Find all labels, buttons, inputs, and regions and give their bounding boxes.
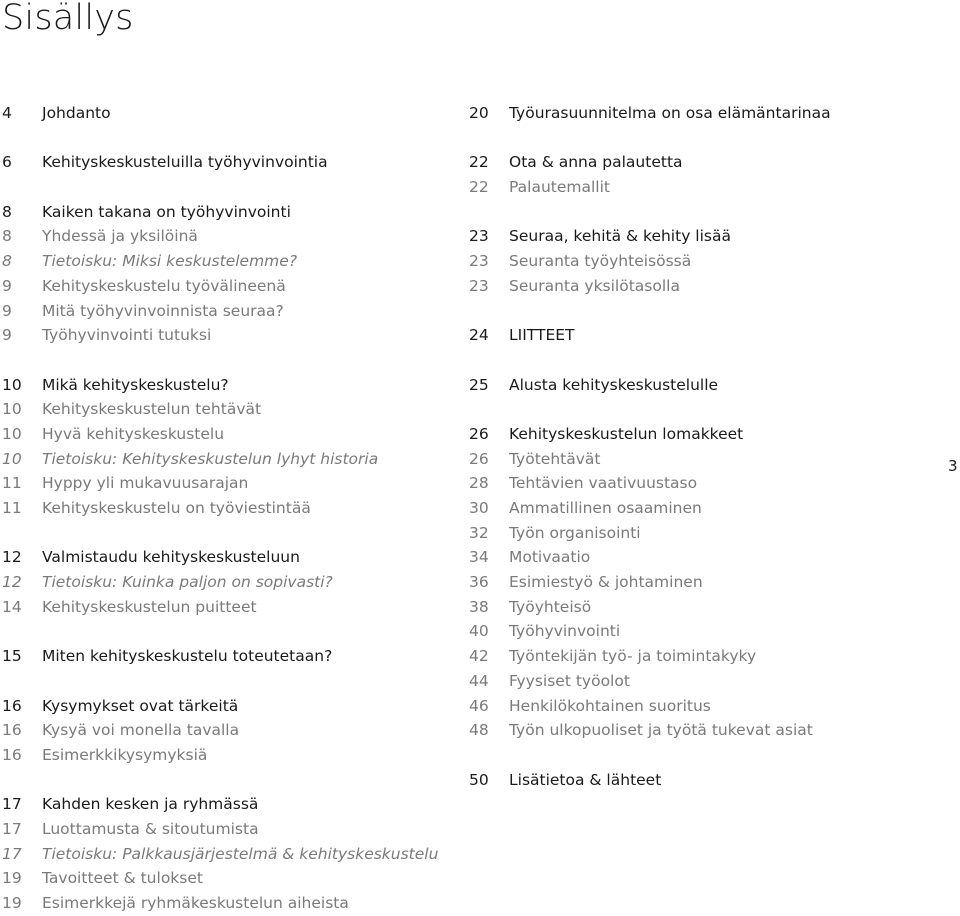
toc-entry-title: Hyppy yli mukavuusarajan [42,474,249,493]
toc-subsection-entry[interactable] [469,175,909,200]
toc-page-number: 26 [469,449,489,468]
toc-entry-title: Tietoisku: Miksi keskustelemme? [42,252,298,271]
toc-page-number: 9 [2,326,12,345]
toc-right-column [469,101,909,792]
toc-section-entry[interactable] [469,422,909,447]
toc-subsection-entry[interactable] [2,842,442,867]
section-gap [469,397,909,422]
toc-entry-title: Johdanto [42,104,111,122]
toc-page-number: 8 [2,202,12,221]
toc-section-entry[interactable] [2,644,442,669]
toc-page-number: 23 [469,276,489,295]
toc-page-number: 38 [469,597,489,616]
toc-page-number: 6 [2,153,12,172]
toc-subsection-entry[interactable] [2,496,442,521]
section-gap [2,175,442,200]
toc-entry-title: Työhyvinvointi tutuksi [42,326,212,345]
toc-entry-title: Fyysiset työolot [509,671,630,690]
toc-section-entry[interactable] [469,150,909,175]
toc-entry-title: LIITTEET [509,326,575,345]
page-title: Sisällys [2,0,134,38]
toc-page-number: 32 [469,523,489,542]
toc-entry-title: Seuranta yksilötasolla [509,276,680,295]
toc-section-entry[interactable] [2,792,442,817]
toc-entry-title: Motivaatio [509,548,591,567]
toc-entry-title: Kahden kesken ja ryhmässä [42,795,259,814]
toc-section-entry[interactable] [2,101,442,126]
toc-subsection-entry[interactable] [2,323,442,348]
toc-page-number: 16 [2,721,22,740]
toc-entry-title: Tietoisku: Kehityskeskustelun lyhyt historia [42,449,379,468]
toc-page-number: 12 [2,573,22,592]
toc-subsection-entry[interactable] [469,644,909,669]
toc-subsection-entry[interactable] [2,891,442,916]
toc-entry-title: Henkilökohtainen suoritus [509,696,711,715]
toc-section-entry[interactable] [469,323,909,348]
section-gap [2,768,442,793]
toc-entry-title: Esimerkkejä ryhmäkeskustelun aiheista [42,894,349,912]
toc-page-number: 14 [2,597,22,616]
toc-section-entry[interactable] [469,101,909,126]
toc-entry-title: Kaiken takana on työhyvinvointi [42,202,291,221]
toc-entry-title: Kehityskeskustelu työvälineenä [42,276,286,295]
toc-page-number: 10 [2,375,22,394]
toc-page-number: 30 [469,499,489,517]
toc-page-number: 22 [469,178,489,197]
section-gap [469,299,909,324]
toc-entry-title: Valmistaudu kehityskeskusteluun [42,548,300,567]
toc-subsection-entry[interactable] [469,471,909,496]
toc-subsection-entry[interactable] [2,570,442,595]
toc-entry-title: Työurasuunnitelma on osa elämäntarinaa [509,104,831,122]
toc-entry-title: Mikä kehityskeskustelu? [42,375,229,394]
toc-subsection-entry[interactable] [2,595,442,620]
toc-section-entry[interactable] [469,224,909,249]
toc-entry-title: Mitä työhyvinvoinnista seuraa? [42,301,284,320]
toc-page-number: 17 [2,819,22,838]
toc-subsection-entry[interactable] [2,743,442,768]
toc-page-number: 8 [2,252,12,271]
toc-entry-title: Työyhteisö [509,597,592,616]
toc-entry-title: Kysyä voi monella tavalla [42,721,240,740]
toc-entry-title: Kehityskeskusteluilla työhyvinvointia [42,153,328,172]
toc-entry-title: Tehtävien vaativuustaso [509,474,698,493]
toc-page-number: 48 [469,721,489,740]
toc-subsection-entry[interactable] [2,422,442,447]
toc-entry-title: Kehityskeskustelun lomakkeet [509,424,744,443]
section-gap [469,348,909,373]
toc-entry-title: Tietoisku: Palkkausjärjestelmä & kehityskeskustelu [42,844,439,863]
toc-entry-title: Esimerkkikysymyksiä [42,745,208,764]
toc-entry-title: Ammatillinen osaaminen [509,499,702,517]
section-gap [469,200,909,225]
toc-entry-title: Tietoisku: Kuinka paljon on sopivasti? [42,573,333,592]
section-gap [2,669,442,694]
toc-section-entry[interactable] [2,373,442,398]
toc-section-entry[interactable] [469,373,909,398]
toc-subsection-entry[interactable] [469,718,909,743]
page-number: 3 [948,457,958,475]
toc-section-entry[interactable] [2,694,442,719]
toc-subsection-entry[interactable] [469,249,909,274]
toc-subsection-entry[interactable] [2,866,442,891]
toc-section-entry[interactable] [2,150,442,175]
toc-page-number: 28 [469,474,489,493]
section-gap [2,521,442,546]
toc-page-number: 15 [2,647,22,666]
toc-page-number: 16 [2,696,22,715]
toc-subsection-entry[interactable] [469,595,909,620]
toc-entry-title: Lisätietoa & lähteet [509,770,662,789]
toc-page-number: 26 [469,424,489,443]
toc-page-number: 11 [2,474,22,493]
toc-subsection-entry[interactable] [469,570,909,595]
toc-page-number: 9 [2,276,12,295]
toc-page-number: 10 [2,449,22,468]
toc-page-number: 22 [469,153,489,172]
toc-page-number: 19 [2,894,22,912]
section-gap [2,126,442,151]
toc-page-number: 20 [469,104,489,122]
toc-page-number: 19 [2,869,22,888]
toc-page-number: 40 [469,622,489,641]
toc-subsection-entry[interactable] [2,718,442,743]
toc-entry-title: Kehityskeskustelu on työviestintää [42,499,311,517]
toc-entry-title: Kehityskeskustelun puitteet [42,597,257,616]
toc-entry-title: Yhdessä ja yksilöinä [42,227,198,246]
toc-subsection-entry[interactable] [469,545,909,570]
toc-page-number: 12 [2,548,22,567]
toc-page-number: 9 [2,301,12,320]
toc-subsection-entry[interactable] [2,249,442,274]
toc-page-number: 44 [469,671,489,690]
toc-page-number: 34 [469,548,489,567]
toc-subsection-entry[interactable] [2,447,442,472]
toc-subsection-entry[interactable] [469,669,909,694]
toc-subsection-entry[interactable] [2,471,442,496]
toc-left-column [2,101,442,916]
section-gap [2,619,442,644]
toc-entry-title: Palautemallit [509,178,610,197]
toc-entry-title: Työn ulkopuoliset ja työtä tukevat asiat [509,721,813,740]
toc-entry-title: Kehityskeskustelun tehtävät [42,400,262,419]
toc-entry-title: Seuranta työyhteisössä [509,252,692,271]
toc-page-number: 11 [2,499,22,517]
toc-entry-title: Työn organisointi [509,523,641,542]
toc-entry-title: Ota & anna palautetta [509,153,683,172]
toc-page-number: 24 [469,326,489,345]
toc-entry-title: Työhyvinvointi [509,622,621,641]
toc-entry-title: Luottamusta & sitoutumista [42,819,259,838]
toc-entry-title: Työtehtävät [509,449,601,468]
toc-subsection-entry[interactable] [469,447,909,472]
toc-page-number: 23 [469,252,489,271]
toc-subsection-entry[interactable] [2,224,442,249]
toc-page-number: 17 [2,844,22,863]
toc-page-number: 25 [469,375,489,394]
toc-subsection-entry[interactable] [469,619,909,644]
toc-subsection-entry[interactable] [469,496,909,521]
toc-page-number: 16 [2,745,22,764]
toc-entry-title: Hyvä kehityskeskustelu [42,424,225,443]
toc-subsection-entry[interactable] [469,274,909,299]
toc-page-number: 46 [469,696,489,715]
toc-section-entry[interactable] [2,200,442,225]
toc-entry-title: Tavoitteet & tulokset [42,869,203,888]
toc-subsection-entry[interactable] [2,274,442,299]
toc-entry-title: Seuraa, kehitä & kehity lisää [509,227,731,246]
section-gap [469,126,909,151]
toc-page-number: 17 [2,795,22,814]
toc-entry-title: Kysymykset ovat tärkeitä [42,696,239,715]
toc-section-entry[interactable] [469,768,909,793]
toc-subsection-entry[interactable] [469,694,909,719]
toc-page-number: 50 [469,770,489,789]
toc-subsection-entry[interactable] [2,299,442,324]
toc-page-number: 23 [469,227,489,246]
toc-entry-title: Alusta kehityskeskustelulle [509,375,719,394]
toc-section-entry[interactable] [2,545,442,570]
toc-page-number: 10 [2,400,22,419]
toc-page-number: 42 [469,647,489,666]
section-gap [2,348,442,373]
toc-subsection-entry[interactable] [2,817,442,842]
toc-page-number: 8 [2,227,12,246]
toc-subsection-entry[interactable] [469,521,909,546]
toc-entry-title: Työntekijän työ- ja toimintakyky [509,647,757,666]
toc-entry-title: Esimiestyö & johtaminen [509,573,703,592]
toc-page-number: 36 [469,573,489,592]
toc-entry-title: Miten kehityskeskustelu toteutetaan? [42,647,333,666]
toc-page-number: 10 [2,424,22,443]
section-gap [469,743,909,768]
toc-page-number: 4 [2,104,12,122]
toc-subsection-entry[interactable] [2,397,442,422]
